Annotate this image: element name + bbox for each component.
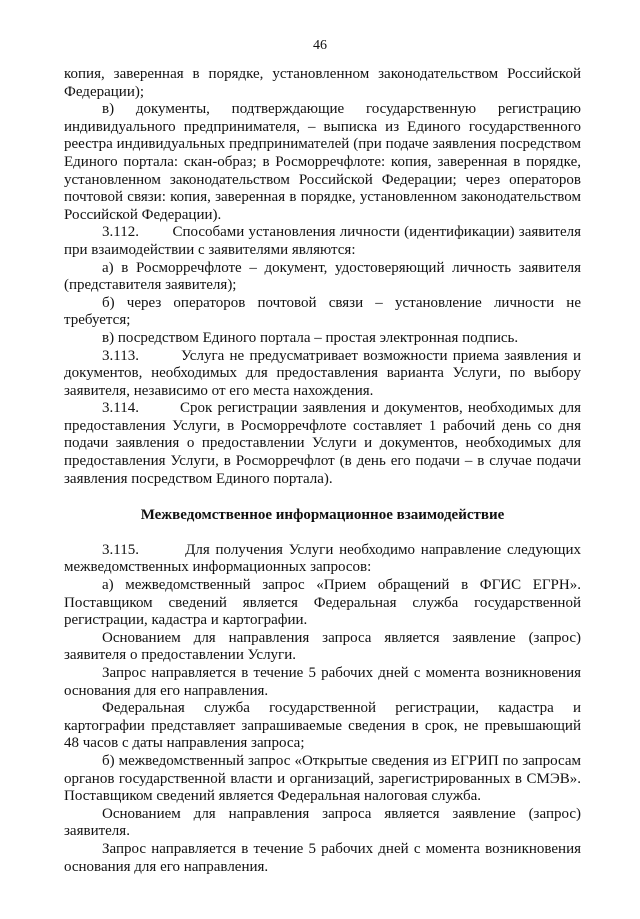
document-body — [64, 66, 585, 876]
paragraph: в) документы, подтверждающие государственную регистрацию индивидуального предпринимателя, – выписка из Единого государственного реестра индивидуальных предпринимателей (при подаче заявления посредством Единого портала: скан-образ; в Росморречфлоте: копия, заверенная в порядке, установленном законодательством Российской Федерации; через операторов почтовой связи: копия, заверенная в порядке, установленном законодательством Российской Федерации). — [64, 101, 581, 223]
paragraph: б) межведомственный запрос «Открытые сведения из ЕГРИП по запросам органов государственной власти и организаций, зарегистрированных в СМЭВ». Поставщиком сведений является Федеральная налоговая служба. — [64, 752, 581, 805]
paragraph: 3.114. Срок регистрации заявления и документов, необходимых для предоставления Услуги, в Росморречфлоте составляет 1 рабочий день со дня подачи заявления о предоставлении Услуги и документов, необходимых для предоставления Услуги, в Росморречфлот (в день его подачи – в случае подачи заявления посредством Единого портала). — [64, 400, 585, 487]
paragraph: б) через операторов почтовой связи – установление личности не требуется; — [64, 294, 581, 329]
paragraph: 3.113. Услуга не предусматривает возможности приема заявления и документов, необходимых для предоставления варианта Услуги, по выбору заявителя, независимо от его места нахождения. — [64, 347, 585, 399]
paragraph: а) в Росморречфлоте – документ, удостоверяющий личность заявителя (представителя заявителя); — [64, 259, 581, 294]
paragraph: 3.115. Для получения Услуги необходимо направление следующих межведомственных информационных запросов: — [64, 541, 585, 576]
paragraph: Запрос направляется в течение 5 рабочих дней с момента возникновения основания для его направления. — [64, 665, 581, 699]
section-heading: Межведомственное информационное взаимодействие — [140, 507, 505, 524]
paragraph: Основанием для направления запроса является заявление (запрос) заявителя о предоставлении Услуги. — [64, 629, 581, 664]
page-number: 46 — [313, 38, 327, 53]
paragraph: Основанием для направления запроса является заявление (запрос) заявителя. — [64, 805, 581, 840]
paragraph: 3.112. Способами установления личности (идентификации) заявителя при взаимодействии с заявителями являются: — [64, 224, 585, 258]
paragraph: а) межведомственный запрос «Прием обращений в ФГИС ЕГРН». Поставщиком сведений является Федеральная служба государственной регистрации, кадастра и картографии. — [64, 577, 581, 629]
paragraph: Федеральная служба государственной регистрации, кадастра и картографии представляет запрашиваемые сведения в срок, не превышающий 48 часов с даты направления запроса; — [64, 700, 581, 752]
paragraph: Запрос направляется в течение 5 рабочих дней с момента возникновения основания для его направления. — [64, 840, 581, 875]
paragraph: в) посредством Единого портала – простая электронная подпись. — [102, 329, 519, 346]
paragraph: копия, заверенная в порядке, установленном законодательством Российской Федерации); — [64, 66, 581, 100]
